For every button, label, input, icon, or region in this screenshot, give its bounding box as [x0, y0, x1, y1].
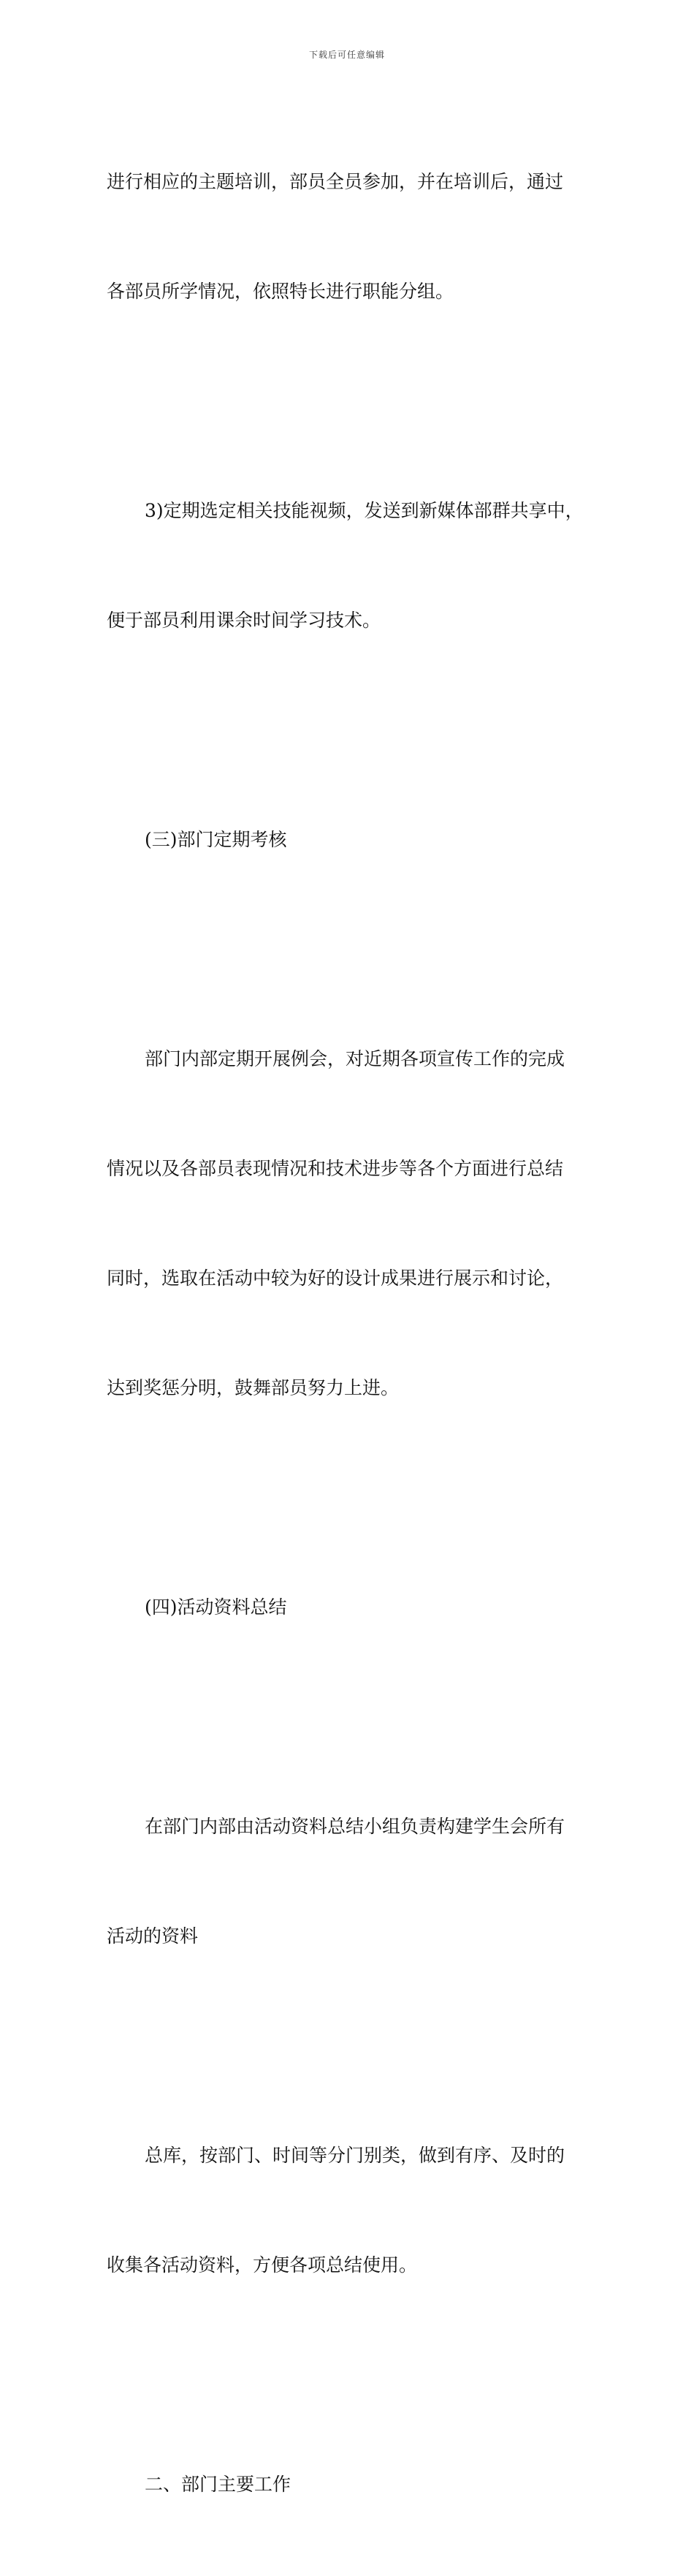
section-heading-4: [107, 1516, 603, 1699]
text-line: 总库，按部门、时间等分门别类，做到有序、及时的: [145, 2145, 565, 2166]
text-line: 同时，选取在活动中较为好的设计成果进行展示和讨论，: [107, 1268, 564, 1289]
heading-line: (四)活动资料总结: [145, 1596, 287, 1618]
paragraph-gap: [107, 2357, 603, 2393]
text-line: 进行相应的主题培训，部员全员参加，并在培训后，通过: [107, 171, 564, 192]
paragraph-6: [107, 1735, 603, 2028]
text-line: 达到奖惩分明，鼓舞部员努力上进。: [107, 1377, 400, 1398]
paragraph-gap: [107, 383, 603, 420]
section-heading-3: [107, 749, 603, 931]
page-header: 下载后可任意编辑: [308, 50, 385, 60]
paragraph-gap: [107, 1699, 603, 1735]
document-body: [107, 91, 603, 2576]
paragraph-gap: [107, 931, 603, 968]
paragraph-gap: [107, 712, 603, 749]
text-line: 便于部员利用课余时间学习技术。: [107, 610, 381, 631]
paragraph-7: [107, 2064, 603, 2357]
paragraph-1: [107, 91, 603, 383]
paragraph-4: [107, 968, 603, 1480]
heading-line: 二、部门主要工作: [145, 2474, 291, 2495]
text-line: 部门内部定期开展例会，对近期各项宣传工作的完成: [145, 1048, 565, 1069]
text-line: 在部门内部由活动资料总结小组负责构建学生会所有: [145, 1816, 565, 1837]
section-heading-main: [107, 2393, 603, 2576]
text-line: 收集各活动资料，方便各项总结使用。: [107, 2254, 418, 2276]
paragraph-2: [107, 420, 603, 712]
text-line: 3)定期选定相关技能视频，发送到新媒体部群共享中，: [145, 500, 584, 521]
text-line: 情况以及各部员表现情况和技术进步等各个方面进行总结: [107, 1158, 564, 1179]
paragraph-gap: [107, 2028, 603, 2064]
heading-line: (三)部门定期考核: [145, 829, 287, 850]
text-line: 各部员所学情况，依照特长进行职能分组。: [107, 281, 454, 302]
paragraph-gap: [107, 1480, 603, 1516]
text-line: 活动的资料: [107, 1925, 199, 1947]
